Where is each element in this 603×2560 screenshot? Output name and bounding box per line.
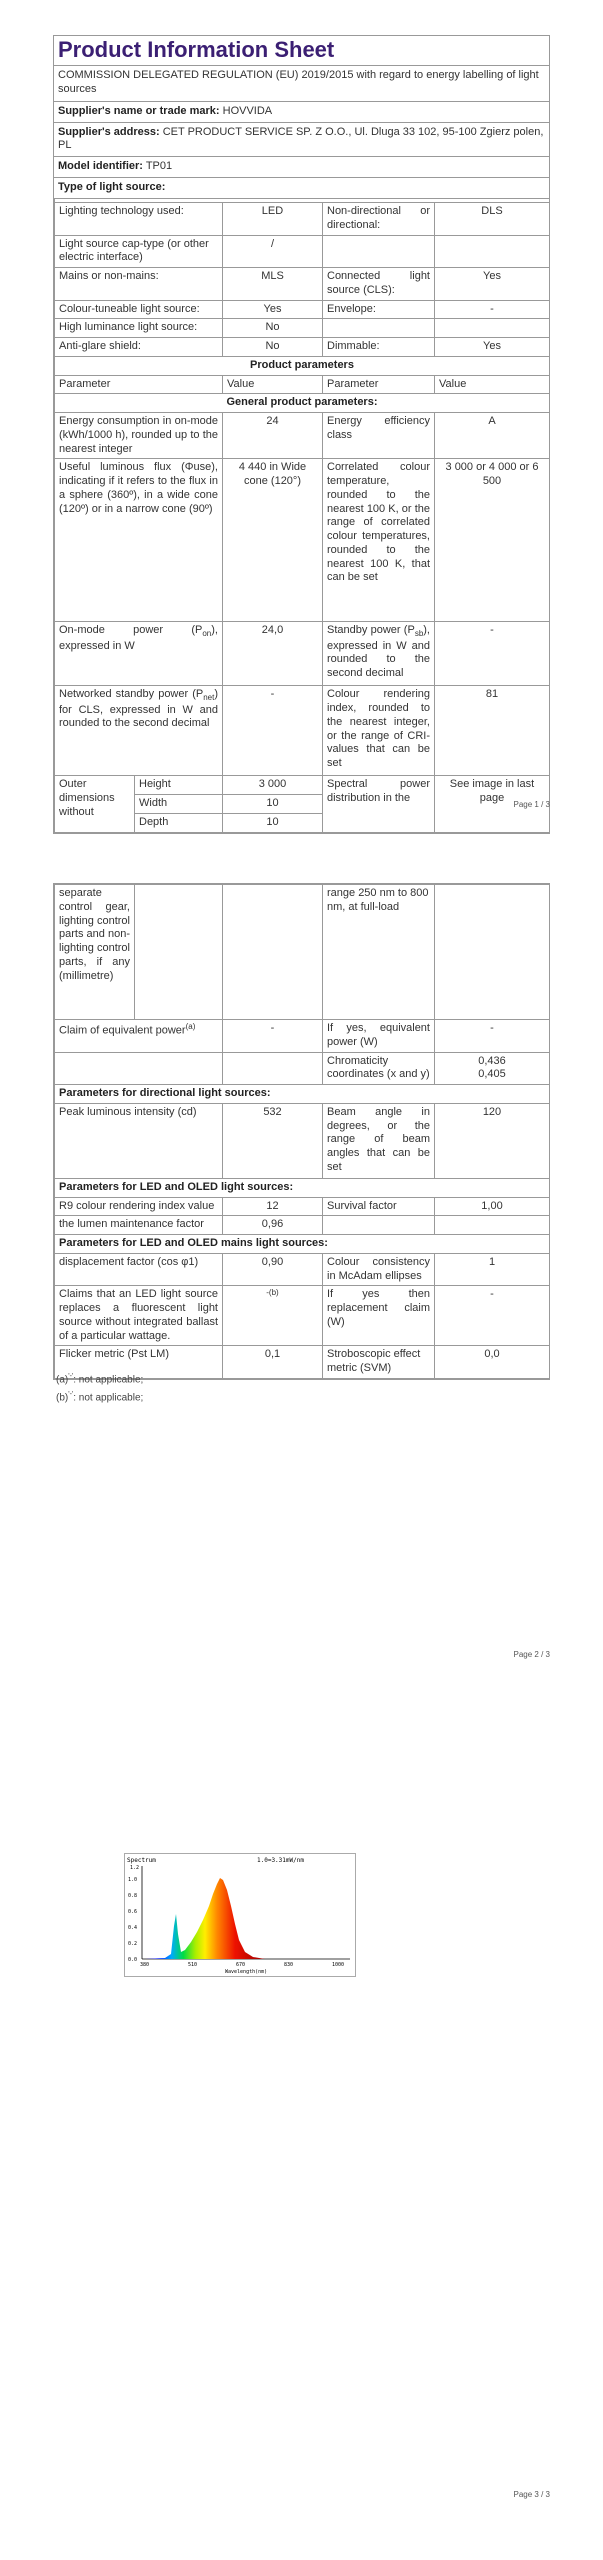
y-top-tick: 1.2 — [130, 1865, 140, 1871]
page-number: Page 3 / 3 — [513, 2490, 550, 2499]
displacement-factor-label: displacement factor (cos φ1) — [55, 1253, 223, 1286]
type-param: High luminance light source: — [55, 319, 223, 338]
cct-label: Correlated colour temperature, rounded to the nearest 100 K, or the range of correlated colour temperatures, rounded to the nearest 100 K, that can be set — [323, 459, 435, 622]
table-row — [55, 1197, 550, 1216]
y-tick-label: 1.0 — [128, 1877, 138, 1883]
y-ticks — [128, 1877, 137, 1963]
type-table — [54, 199, 550, 777]
energy-consumption-label: Energy consumption in on-mode (kWh/1000 h), rounded up to the nearest integer — [55, 413, 223, 459]
outer-dimensions-label-cont: separate control gear, lighting control parts and non-lighting control parts, if any (millimetre) — [55, 885, 135, 1020]
beam-angle-value: 120 — [435, 1103, 550, 1178]
y-tick-label: 0.4 — [128, 1925, 138, 1931]
col-value: Value — [223, 375, 323, 394]
x-tick-label: 1000 — [332, 1962, 345, 1968]
table-row — [55, 622, 550, 686]
x-tick-label: 380 — [140, 1962, 150, 1968]
equivalent-power-value: - — [435, 1020, 550, 1053]
energy-consumption-value: 24 — [223, 413, 323, 459]
svm-value: 0,0 — [435, 1346, 550, 1379]
page-3 — [0, 1790, 603, 2560]
regulation-subtitle: COMMISSION DELEGATED REGULATION (EU) 2019/2015 with regard to energy labelling of light sources — [54, 66, 549, 102]
replacement-claim-value: -(b) — [223, 1286, 323, 1346]
model-identifier: TP01 — [145, 160, 173, 173]
table-row — [55, 1052, 550, 1085]
peak-intensity-label: Peak luminous intensity (cd) — [55, 1103, 223, 1178]
table-row — [55, 776, 550, 795]
type-param: Light source cap-type (or other electric interface) — [55, 235, 223, 268]
spectrum-title: 1.0=3.31mW/nm — [257, 1857, 304, 1864]
type-param: Mains or non-mains: — [55, 268, 223, 301]
width-label: Width — [135, 795, 223, 814]
equivalent-power-label: If yes, equivalent power (W) — [323, 1020, 435, 1053]
footnotes — [56, 1373, 143, 1409]
footnote-b: (b)'-': not applicable; — [56, 1390, 144, 1404]
table-row — [55, 1020, 550, 1053]
energy-class-value: A — [435, 413, 550, 459]
general-heading: General product parameters: — [55, 394, 550, 413]
supplier-name-row — [54, 102, 549, 123]
type-value: / — [223, 235, 323, 268]
svm-label: Stroboscopic effect metric (SVM) — [323, 1346, 435, 1379]
displacement-factor-value: 0,90 — [223, 1253, 323, 1286]
table-row — [55, 356, 550, 375]
page-number: Page 1 / 3 — [513, 800, 550, 809]
spectrum-label: Spectrum — [127, 1857, 156, 1864]
x-tick-label: 830 — [284, 1962, 294, 1968]
x-ticks — [140, 1962, 344, 1968]
type-param — [323, 319, 435, 338]
x-axis-label: Wavelength(nm) — [225, 1969, 268, 1975]
table-row — [55, 319, 550, 338]
lumen-maintenance-value: 0,96 — [223, 1216, 323, 1235]
y-tick-label: 0.6 — [128, 1909, 138, 1915]
cct-value: 3 000 or 4 000 or 6 500 — [435, 459, 550, 622]
type-value: LED — [223, 203, 323, 236]
y-tick-label: 0.0 — [128, 1957, 138, 1963]
chromaticity-y: 0,405 — [478, 1068, 506, 1081]
flicker-value: 0,1 — [223, 1346, 323, 1379]
page-number: Page 2 / 3 — [513, 1650, 550, 1659]
peak-intensity-value: 532 — [223, 1103, 323, 1178]
type-value — [435, 235, 550, 268]
luminous-flux-label: Useful luminous flux (Φuse), indicating if it refers to the flux in a sphere (360º), in a wide cone (120º) or in a narrow cone (90º) — [55, 459, 223, 622]
page-1 — [0, 0, 603, 828]
directional-heading: Parameters for directional light sources: — [55, 1085, 550, 1104]
type-heading: Type of light source: — [54, 178, 549, 199]
type-value — [435, 319, 550, 338]
supplier-address: CET PRODUCT SERVICE SP. Z O.O., Ul. Dluga 33 102, 95-100 Zgierz polen, PL — [58, 125, 544, 152]
type-param: Non-directional or directional: — [323, 203, 435, 236]
model-label: Model identifier: — [58, 160, 143, 173]
cri-label: Colour rendering index, rounded to the nearest integer, or the range of CRI-values that can be set — [323, 686, 435, 776]
led-heading: Parameters for LED and OLED light sources: — [55, 1178, 550, 1197]
height-value: 3 000 — [223, 776, 323, 795]
supplier-address-row — [54, 123, 549, 158]
supplier-name: HOVVIDA — [222, 104, 273, 117]
r9-label: R9 colour rendering index value — [55, 1197, 223, 1216]
continued-table — [54, 884, 550, 1379]
product-sheet-page-2 — [53, 883, 550, 1380]
supplier-address-label: Supplier's address: — [58, 125, 160, 138]
spectrum-curve — [145, 1878, 265, 1959]
flicker-label: Flicker metric (Pst LM) — [55, 1346, 223, 1379]
table-row — [55, 413, 550, 459]
type-param: Dimmable: — [323, 338, 435, 357]
table-row — [55, 1253, 550, 1286]
product-sheet-page-1 — [53, 35, 550, 834]
cri-value: 81 — [435, 686, 550, 776]
spectrum-image — [124, 1853, 356, 1977]
sheet-title: Product Information Sheet — [54, 36, 549, 66]
table-row — [55, 1235, 550, 1254]
claim-equivalent-value: - — [223, 1020, 323, 1053]
chromaticity-x: 0,436 — [478, 1054, 506, 1067]
col-value: Value — [435, 375, 550, 394]
x-tick-label: 670 — [236, 1962, 246, 1968]
type-param: Lighting technology used: — [55, 203, 223, 236]
product-params-heading: Product parameters — [55, 356, 550, 375]
table-row — [55, 1178, 550, 1197]
table-row — [55, 300, 550, 319]
lumen-maintenance-label: the lumen maintenance factor — [55, 1216, 223, 1235]
table-row — [55, 686, 550, 776]
depth-label: Depth — [135, 813, 223, 832]
width-value: 10 — [223, 795, 323, 814]
type-param — [323, 235, 435, 268]
page-2 — [0, 880, 603, 1680]
colour-consistency-label: Colour consistency in McAdam ellipses — [323, 1253, 435, 1286]
beam-angle-label: Beam angle in degrees, or the range of beam angles that can be set — [323, 1103, 435, 1178]
claim-equivalent-label: Claim of equivalent power$^{(a)}$ — [55, 1020, 223, 1053]
table-row — [55, 885, 550, 1020]
type-value: Yes — [435, 338, 550, 357]
led-mains-heading: Parameters for LED and OLED mains light sources: — [55, 1235, 550, 1254]
footnote-a: (a)'-': not applicable; — [56, 1373, 144, 1386]
chromaticity-value — [435, 1052, 550, 1085]
table-row — [55, 394, 550, 413]
spd-label: Spectral power distribution in the — [323, 776, 435, 832]
survival-factor-value: 1,00 — [435, 1197, 550, 1216]
depth-value: 10 — [223, 813, 323, 832]
standby-power-value: - — [435, 622, 550, 686]
type-value: DLS — [435, 203, 550, 236]
table-row — [55, 338, 550, 357]
on-mode-power-label: On-mode power $(P_{on})$, expressed in W — [55, 622, 223, 686]
type-value: No — [223, 319, 323, 338]
type-value: Yes — [435, 268, 550, 301]
replacement-watt-label: If yes then replacement claim (W) — [323, 1286, 435, 1346]
table-row — [55, 203, 550, 236]
col-parameter: Parameter — [323, 375, 435, 394]
table-row — [55, 268, 550, 301]
table-row — [55, 1216, 550, 1235]
type-param: Envelope: — [323, 300, 435, 319]
type-param: Anti-glare shield: — [55, 338, 223, 357]
model-row — [54, 157, 549, 178]
height-label: Height — [135, 776, 223, 795]
x-tick-label: 510 — [188, 1962, 198, 1968]
standby-power-label: Standby power $(P_{sb})$, expressed in W and rounded to the second decimal — [323, 622, 435, 686]
r9-value: 12 — [223, 1197, 323, 1216]
type-param: Connected light source (CLS): — [323, 268, 435, 301]
type-value: - — [435, 300, 550, 319]
table-row — [55, 235, 550, 268]
survival-factor-label: Survival factor — [323, 1197, 435, 1216]
replacement-claim-label: Claims that an LED light source replaces a fluorescent light source without integrated ballast of a particular wattage. — [55, 1286, 223, 1346]
spd-value: See image in last page — [435, 776, 550, 832]
table-row — [55, 459, 550, 622]
table-row — [55, 1103, 550, 1178]
y-tick-label: 0.2 — [128, 1941, 138, 1947]
table-row — [55, 1085, 550, 1104]
luminous-flux-value: 4 440 in Wide cone (120°) — [223, 459, 323, 622]
networked-standby-value: - — [223, 686, 323, 776]
y-tick-label: 0.8 — [128, 1893, 138, 1899]
table-header-row — [55, 375, 550, 394]
spectrum-chart — [125, 1854, 355, 1976]
supplier-name-label: Supplier's name or trade mark: — [58, 104, 220, 117]
networked-standby-label: Networked standby power $(P_{net})$ for CLS, expressed in W and rounded to the second decimal — [55, 686, 223, 776]
type-value: No — [223, 338, 323, 357]
colour-consistency-value: 1 — [435, 1253, 550, 1286]
spd-label-cont: range 250 nm to 800 nm, at full-load — [323, 885, 435, 1020]
type-value: Yes — [223, 300, 323, 319]
outer-dimensions-table-p1 — [54, 775, 550, 832]
table-row — [55, 1286, 550, 1346]
outer-dimensions-label: Outer dimensions without — [55, 776, 135, 832]
type-param: Colour-tuneable light source: — [55, 300, 223, 319]
on-mode-power-value: 24,0 — [223, 622, 323, 686]
replacement-watt-value: - — [435, 1286, 550, 1346]
chromaticity-label: Chromaticity coordinates (x and y) — [323, 1052, 435, 1085]
energy-class-label: Energy efficiency class — [323, 413, 435, 459]
type-value: MLS — [223, 268, 323, 301]
col-parameter: Parameter — [55, 375, 223, 394]
